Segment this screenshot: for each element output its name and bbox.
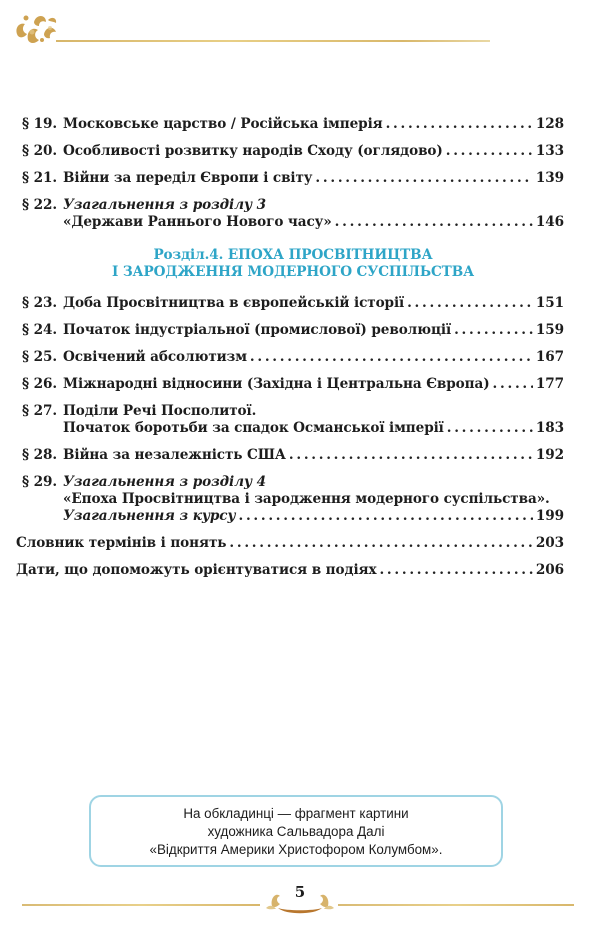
section-number: § 24. <box>22 322 57 338</box>
entry-title: Московське царство / Російська імперія <box>63 116 383 132</box>
bottom-gold-rule-right <box>338 904 574 906</box>
page-number-footer: 5 <box>294 883 306 901</box>
toc-entry-26[interactable] <box>22 376 564 393</box>
cover-note-line-2: художника Сальвадора Далі <box>207 824 385 839</box>
page-number: 203 <box>535 535 564 551</box>
leader-dots <box>446 143 533 160</box>
top-gold-rule <box>56 40 490 42</box>
leader-dots <box>407 295 533 312</box>
leader-dots <box>386 116 533 133</box>
page-number: 177 <box>535 376 564 392</box>
floral-corner-ornament-icon <box>12 10 60 50</box>
entry-title: Словник термінів і понять <box>16 535 227 551</box>
leader-dots <box>335 214 533 231</box>
entry-title-italic-2: Узагальнення з курсу <box>63 508 236 524</box>
entry-title: Початок боротьби за спадок Османської імперії <box>63 420 444 436</box>
leader-dots <box>447 420 533 437</box>
page-number: 139 <box>535 170 564 186</box>
section-heading-4 <box>22 247 564 281</box>
page-number: 128 <box>535 116 564 132</box>
section-number: § 29. <box>22 474 57 490</box>
leader-dots <box>454 322 533 339</box>
bottom-gold-rule-left <box>22 904 260 906</box>
entry-title: Міжнародні відносини (Західна і Центральна Європа) <box>63 376 490 392</box>
section-number: § 19. <box>22 116 57 132</box>
toc-entry-23[interactable] <box>22 295 564 312</box>
toc-entry-dates[interactable] <box>16 562 564 579</box>
leader-dots <box>229 535 533 552</box>
section-number: § 25. <box>22 349 57 365</box>
toc-entry-glossary[interactable] <box>16 535 564 552</box>
entry-title: Війни за переділ Європи і світу <box>63 170 313 186</box>
toc-entry-19[interactable] <box>22 116 564 133</box>
page-number: 183 <box>535 420 564 436</box>
entry-title: Особливості розвитку народів Сходу (оглядово) <box>63 143 443 159</box>
page-number: 146 <box>535 214 564 230</box>
section-number: § 22. <box>22 197 57 213</box>
cover-note-box <box>89 795 503 867</box>
toc-entry-27[interactable] <box>22 403 564 437</box>
page-number: 151 <box>535 295 564 311</box>
toc-entry-21[interactable] <box>22 170 564 187</box>
entry-title-line-2: «Епоха Просвітництва і зародження модерного суспільства». <box>63 491 550 507</box>
entry-title: «Держави Раннього Нового часу» <box>63 214 332 230</box>
section-number: § 26. <box>22 376 57 392</box>
page-number: 192 <box>535 447 564 463</box>
table-of-contents <box>16 116 564 589</box>
leader-dots <box>250 349 533 366</box>
leader-dots <box>315 170 533 187</box>
entry-title-italic: Узагальнення з розділу 3 <box>63 197 266 213</box>
section-number: § 28. <box>22 447 57 463</box>
section-heading-line-2: І ЗАРОДЖЕННЯ МОДЕРНОГО СУСПІЛЬСТВА <box>111 264 475 280</box>
entry-title: Доба Просвітництва в європейській історії <box>63 295 405 311</box>
page-number: 199 <box>535 508 564 524</box>
leader-dots <box>238 508 532 525</box>
toc-entry-22[interactable] <box>22 197 564 231</box>
cover-note-line-1: На обкладинці — фрагмент картини <box>183 806 409 821</box>
section-number: § 23. <box>22 295 57 311</box>
toc-entry-29[interactable] <box>22 474 564 525</box>
entry-title: Освічений абсолютизм <box>63 349 247 365</box>
toc-entry-28[interactable] <box>22 447 564 464</box>
toc-entry-25[interactable] <box>22 349 564 366</box>
section-number: § 20. <box>22 143 57 159</box>
leader-dots <box>493 376 533 393</box>
entry-title-italic: Узагальнення з розділу 4 <box>63 474 266 490</box>
page-number: 206 <box>535 562 564 578</box>
entry-title: Початок індустріальної (промислової) революції <box>63 322 452 338</box>
leader-dots <box>289 447 533 464</box>
entry-title: Війна за незалежність США <box>63 447 286 463</box>
page-number: 167 <box>535 349 564 365</box>
section-number: § 21. <box>22 170 57 186</box>
toc-entry-24[interactable] <box>22 322 564 339</box>
page-number: 159 <box>535 322 564 338</box>
page-number: 133 <box>535 143 564 159</box>
entry-title-line-1: Поділи Речі Посполитої. <box>63 403 257 419</box>
section-number: § 27. <box>22 403 57 419</box>
section-heading-line-1: Розділ.4. ЕПОХА ПРОСВІТНИЦТВА <box>153 247 433 263</box>
entry-title: Дати, що допоможуть орієнтуватися в подіях <box>16 562 377 578</box>
toc-entry-20[interactable] <box>22 143 564 160</box>
cover-note-line-3: «Відкриття Америки Христофором Колумбом». <box>149 842 443 857</box>
leader-dots <box>379 562 532 579</box>
